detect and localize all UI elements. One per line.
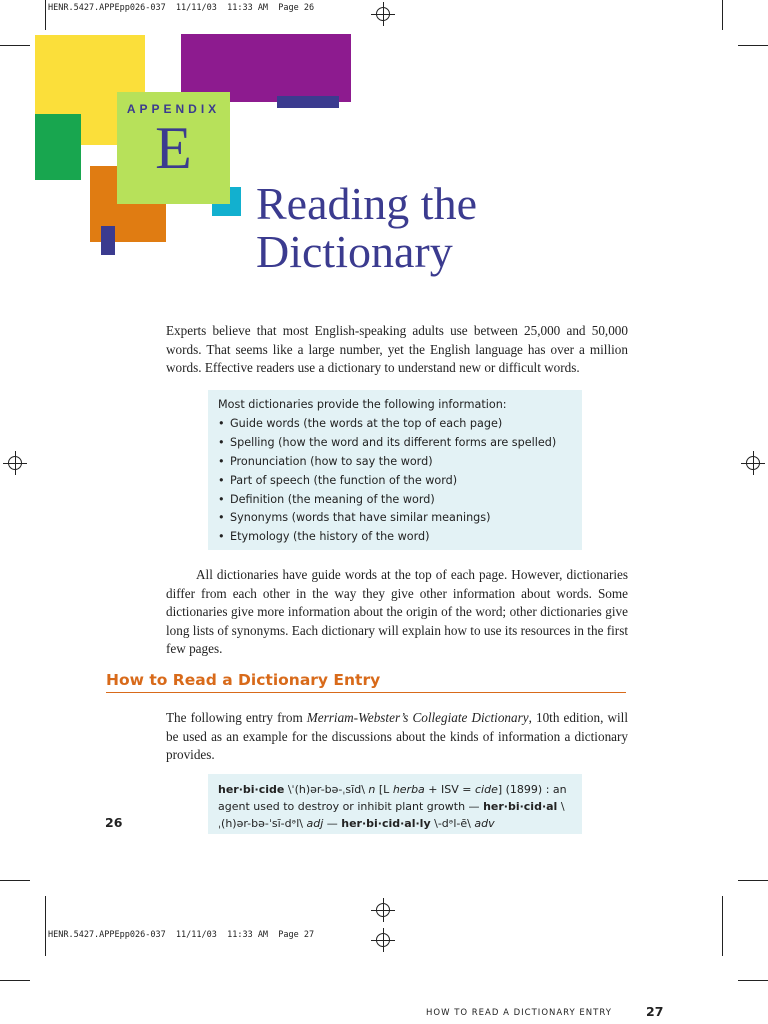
entry-derivative-1: her·bi·cid·al xyxy=(483,800,558,813)
appendix-letter: E xyxy=(155,115,192,181)
slug-line-bottom: HENR.5427.APPEpp026-037 11/11/03 11:33 AM Page 27 xyxy=(48,930,315,940)
dictionary-entry-box xyxy=(208,774,582,834)
registration-mark-icon xyxy=(746,456,760,470)
entry-pronunciation-3: \-dᵊl-ē\ xyxy=(430,817,475,830)
crop-mark xyxy=(722,896,723,956)
entry-pronunciation-2: \ˌ(h)ər-bə-ˈsī-dᵊl\ xyxy=(218,800,565,830)
deco-block-navy xyxy=(277,96,339,108)
list-item: • Pronunciation (how to say the word) xyxy=(218,453,572,472)
info-list xyxy=(218,415,572,547)
crop-mark xyxy=(0,880,30,881)
crop-mark xyxy=(738,880,768,881)
page-number-left: 26 xyxy=(105,815,123,830)
list-item: • Part of speech (the function of the word) xyxy=(218,472,572,491)
running-head: HOW TO READ A DICTIONARY ENTRY xyxy=(426,1008,612,1018)
deco-block-navy-small xyxy=(101,226,115,255)
chapter-title xyxy=(256,180,676,276)
entry-part-of-speech-3: adv xyxy=(474,817,495,830)
crop-mark xyxy=(0,45,30,46)
list-item: • Definition (the meaning of the word) xyxy=(218,491,572,510)
entry-part-of-speech: n xyxy=(368,783,376,796)
entry-etymology-latin: herba xyxy=(392,783,425,796)
section-heading: How to Read a Dictionary Entry xyxy=(106,671,626,693)
appendix-badge xyxy=(117,92,230,204)
appendix-label: APPENDIX xyxy=(126,102,221,116)
crop-mark xyxy=(738,980,768,981)
registration-mark-icon xyxy=(376,903,390,917)
intro-paragraph: Experts believe that most English-speaking adults use between 25,000 and 50,000 words. That seems like a large number, yet the English language has over a million words. Effective readers use a dictionary to understand new or difficult words. xyxy=(166,323,628,375)
crop-mark xyxy=(0,980,30,981)
entry-headword: her·bi·cide xyxy=(218,783,285,796)
entry-etymology-cide: cide xyxy=(474,783,498,796)
list-item: • Guide words (the words at the top of each page) xyxy=(218,415,572,434)
entry-derivative-2: her·bi·cid·al·ly xyxy=(341,817,431,830)
crop-mark xyxy=(722,0,723,30)
entry-definition: ] (1899) : an agent used to destroy or inhibit plant growth — xyxy=(218,783,567,813)
entry-intro-paragraph xyxy=(166,709,628,765)
registration-mark-icon xyxy=(8,456,22,470)
registration-mark-icon xyxy=(376,7,390,21)
chapter-title-line2: Dictionary xyxy=(256,226,453,277)
entry-pronunciation: \ˈ(h)ər-bə-ˌsīd\ xyxy=(284,783,369,796)
entry-intro-before: The following entry from xyxy=(166,710,307,725)
registration-mark-icon xyxy=(376,933,390,947)
list-item: • Synonyms (words that have similar meanings) xyxy=(218,509,572,528)
entry-etymology-mid: + ISV = xyxy=(424,783,475,796)
entry-dash: — xyxy=(323,817,342,830)
crop-mark xyxy=(45,896,46,956)
crop-mark xyxy=(738,45,768,46)
chapter-title-line1: Reading the xyxy=(256,178,477,229)
entry-intro-after: , 10th edition, will be used as an example for the discussions about the kinds of information a dictionary provides. xyxy=(166,710,628,762)
info-box-intro: Most dictionaries provide the following information: xyxy=(218,398,507,411)
list-item: • Spelling (how the word and its different forms are spelled) xyxy=(218,434,572,453)
entry-etymology-open: [L xyxy=(375,783,393,796)
slug-line-top: HENR.5427.APPEpp026-037 11/11/03 11:33 AM Page 26 xyxy=(48,3,315,13)
page-number-right: 27 xyxy=(646,1004,664,1019)
list-item: • Etymology (the history of the word) xyxy=(218,528,572,547)
guide-words-paragraph: All dictionaries have guide words at the top of each page. However, dictionaries differ from each other in the way they give other information about words. Some dictionaries give more information about the origin of the word; other dictionaries give long lists of synonyms. Each dictionary will explain how to use its resources in the first few pages. xyxy=(166,567,628,656)
info-box xyxy=(208,390,582,550)
entry-part-of-speech-2: adj xyxy=(306,817,324,830)
crop-mark xyxy=(45,0,46,30)
deco-block-green xyxy=(35,114,81,180)
dictionary-title: Merriam-Webster’s Collegiate Dictionary xyxy=(306,710,529,725)
